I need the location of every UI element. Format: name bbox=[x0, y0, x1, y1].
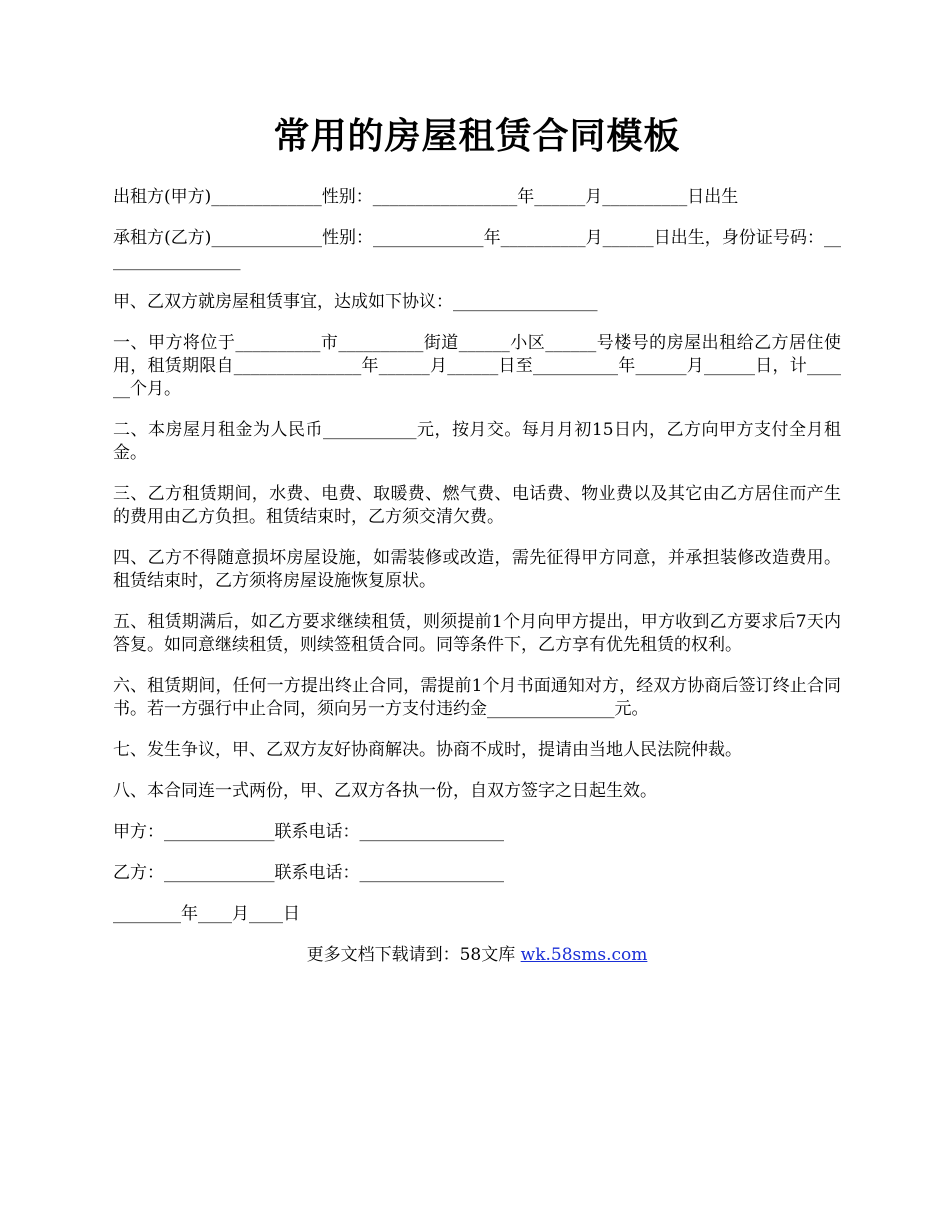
lessee-line: 承租方(乙方)_____________性别：_____________年__________月______日出生，身份证号码：_________________ bbox=[113, 228, 841, 271]
lessor-line: 出租方(甲方)_____________性别：_________________年______月__________日出生 bbox=[113, 187, 739, 207]
clause-6: 六、租赁期间，任何一方提出终止合同，需提前1个月书面通知对方，经双方协商后签订终止合同书。若一方强行中止合同，须向另一方支付违约金_______________元。 bbox=[113, 676, 841, 719]
agreement-intro: 甲、乙双方就房屋租赁事宜，达成如下协议：_________________ bbox=[113, 292, 598, 312]
clause-3: 三、乙方租赁期间，水费、电费、取暖费、燃气费、电话费、物业费以及其它由乙方居住而产生的费用由乙方负担。租赁结束时，乙方须交清欠费。 bbox=[113, 484, 841, 527]
clause-5: 五、租赁期满后，如乙方要求继续租赁，则须提前1个月向甲方提出，甲方收到乙方要求后7天内答复。如同意继续租赁，则续签租赁合同。同等条件下，乙方享有优先租赁的权利。 bbox=[113, 612, 841, 655]
footer-link[interactable]: wk.58sms.com bbox=[520, 945, 648, 965]
document-page bbox=[113, 108, 841, 985]
date-line: ________年____月____日 bbox=[113, 904, 300, 924]
document-title: 常用的房屋租赁合同模板 bbox=[273, 115, 681, 157]
clause-8: 八、本合同连一式两份，甲、乙双方各执一份，自双方签字之日起生效。 bbox=[113, 781, 657, 801]
party-b-signature-line: 乙方：_____________联系电话：_________________ bbox=[113, 863, 504, 883]
clause-1: 一、甲方将位于__________市__________街道______小区______号楼号的房屋出租给乙方居住使用，租赁期限自_______________年______月______日至__________年______月______日，计______个月。 bbox=[113, 333, 841, 399]
footer-text: 更多文档下载请到：58文库 bbox=[306, 945, 521, 965]
clause-2: 二、本房屋月租金为人民币___________元，按月交。每月月初15日内，乙方向甲方支付全月租金。 bbox=[113, 420, 841, 463]
clause-7: 七、发生争议，甲、乙双方友好协商解决。协商不成时，提请由当地人民法院仲裁。 bbox=[113, 740, 742, 760]
party-a-signature-line: 甲方：_____________联系电话：_________________ bbox=[113, 822, 504, 842]
footer-note bbox=[113, 944, 841, 967]
clause-4: 四、乙方不得随意损坏房屋设施，如需装修或改造，需先征得甲方同意，并承担装修改造费用。租赁结束时，乙方须将房屋设施恢复原状。 bbox=[113, 548, 841, 591]
